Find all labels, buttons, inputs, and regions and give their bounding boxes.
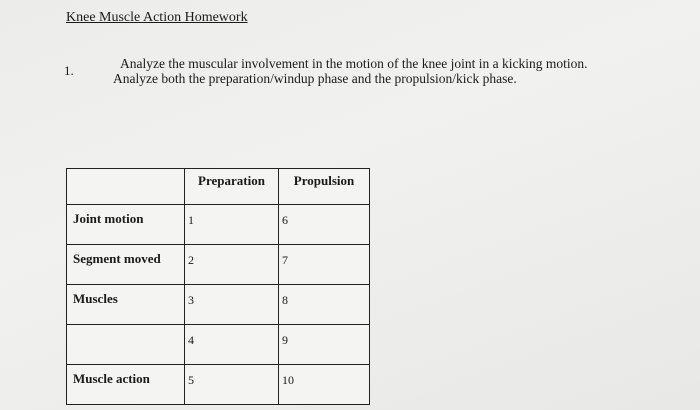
- table-row: [67, 245, 370, 285]
- row-label: Segment moved: [67, 245, 185, 285]
- row-label: Muscle action: [67, 365, 185, 405]
- propulsion-cell: 6: [279, 205, 370, 245]
- preparation-cell: 5: [185, 365, 279, 405]
- table-row: [67, 365, 370, 405]
- propulsion-cell: 9: [279, 325, 370, 365]
- question-number: 1.: [64, 63, 74, 78]
- propulsion-cell: 10: [279, 365, 370, 405]
- header-empty-cell: [67, 169, 185, 205]
- row-label: Joint motion: [67, 205, 185, 245]
- row-label: [67, 325, 185, 365]
- preparation-cell: 3: [185, 285, 279, 325]
- propulsion-cell: 7: [279, 245, 370, 285]
- table-row: [67, 285, 370, 325]
- homework-table: [66, 168, 370, 405]
- preparation-cell: 1: [185, 205, 279, 245]
- header-preparation: Preparation: [185, 169, 279, 205]
- preparation-cell: 4: [185, 325, 279, 365]
- header-propulsion: Propulsion: [279, 169, 370, 205]
- table-header-row: [67, 169, 370, 205]
- propulsion-cell: 8: [279, 285, 370, 325]
- question-text-line-1: Analyze the muscular involvement in the motion of the knee joint in a kicking motion.: [120, 56, 588, 71]
- preparation-cell: 2: [185, 245, 279, 285]
- table-row: [67, 205, 370, 245]
- row-label: Muscles: [67, 285, 185, 325]
- question-text-line-2: Analyze both the preparation/windup phase and the propulsion/kick phase.: [113, 71, 517, 86]
- table-row: [67, 325, 370, 365]
- document-title: Knee Muscle Action Homework: [66, 10, 248, 25]
